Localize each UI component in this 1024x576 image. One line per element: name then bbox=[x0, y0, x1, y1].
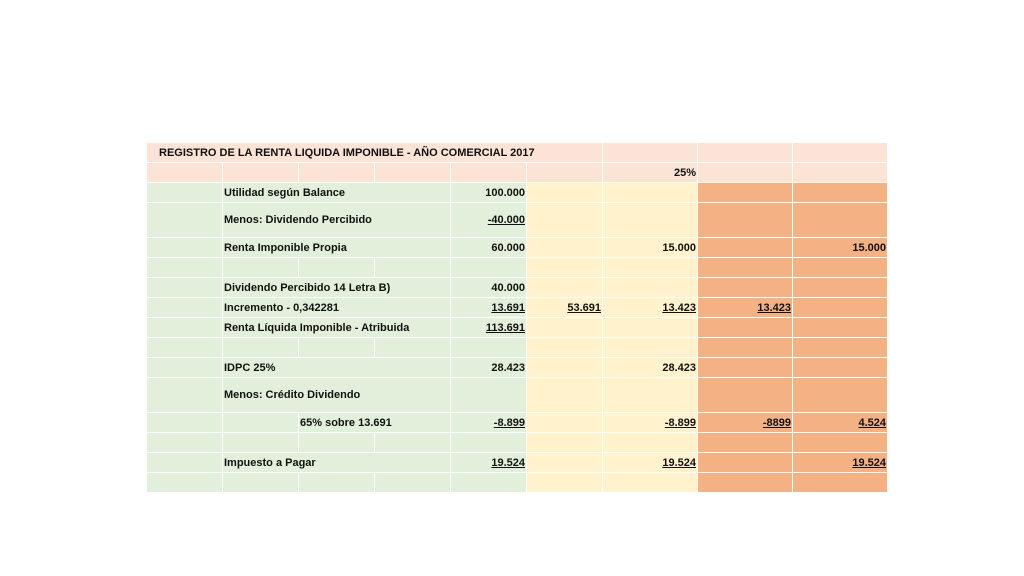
cell[interactable] bbox=[527, 183, 603, 203]
last-value[interactable]: 15.000 bbox=[793, 238, 888, 258]
cell[interactable] bbox=[375, 473, 451, 493]
cell[interactable] bbox=[375, 258, 451, 278]
cell[interactable] bbox=[375, 163, 451, 183]
cell[interactable] bbox=[698, 473, 793, 493]
row-value[interactable]: -40.000 bbox=[451, 203, 527, 238]
cell[interactable] bbox=[527, 473, 603, 493]
table-title[interactable]: REGISTRO DE LA RENTA LIQUIDA IMPONIBLE - AÑO COMERCIAL 2017 bbox=[147, 143, 603, 163]
row-value[interactable]: 19.524 bbox=[451, 453, 527, 473]
row-label[interactable]: Renta Líquida Imponible - Atribuida bbox=[223, 318, 451, 338]
table-row bbox=[147, 238, 888, 258]
title-row bbox=[147, 143, 888, 163]
cell[interactable] bbox=[451, 473, 527, 493]
cell[interactable] bbox=[698, 258, 793, 278]
row-label[interactable]: IDPC 25% bbox=[223, 358, 451, 378]
cell[interactable] bbox=[375, 433, 451, 453]
cell[interactable] bbox=[603, 473, 698, 493]
cell[interactable] bbox=[147, 298, 223, 318]
cell[interactable] bbox=[603, 338, 698, 358]
cell[interactable] bbox=[147, 413, 223, 433]
cell[interactable] bbox=[698, 358, 793, 378]
cell[interactable] bbox=[223, 473, 299, 493]
cell[interactable] bbox=[451, 338, 527, 358]
table-row bbox=[147, 318, 888, 338]
row-value[interactable]: 13.691 bbox=[451, 298, 527, 318]
cell[interactable] bbox=[603, 433, 698, 453]
cell[interactable] bbox=[698, 183, 793, 203]
table-row bbox=[147, 203, 888, 238]
cell[interactable] bbox=[793, 318, 888, 338]
table-row bbox=[147, 358, 888, 378]
cell[interactable] bbox=[603, 203, 698, 238]
cell[interactable] bbox=[223, 413, 299, 433]
col2-value[interactable]: 53.691 bbox=[527, 298, 603, 318]
cell[interactable] bbox=[147, 258, 223, 278]
cell[interactable] bbox=[698, 318, 793, 338]
cell[interactable] bbox=[299, 433, 375, 453]
rate-value[interactable]: 15.000 bbox=[603, 238, 698, 258]
cell[interactable] bbox=[147, 433, 223, 453]
rate-header[interactable]: 25% bbox=[603, 163, 698, 183]
cell[interactable] bbox=[527, 453, 603, 473]
cell[interactable] bbox=[147, 183, 223, 203]
row-label[interactable]: Impuesto a Pagar bbox=[223, 453, 451, 473]
row-label[interactable]: Utilidad según Balance bbox=[223, 183, 451, 203]
rate-value[interactable]: -8.899 bbox=[603, 413, 698, 433]
row-label[interactable]: 65% sobre 13.691 bbox=[299, 413, 451, 433]
cell[interactable] bbox=[527, 203, 603, 238]
rate-value[interactable]: 13.423 bbox=[603, 298, 698, 318]
cell[interactable] bbox=[793, 338, 888, 358]
rate-value[interactable]: 28.423 bbox=[603, 358, 698, 378]
cell[interactable] bbox=[147, 453, 223, 473]
rli-register-table bbox=[146, 142, 888, 493]
cell[interactable] bbox=[698, 278, 793, 298]
cell[interactable] bbox=[147, 358, 223, 378]
cell[interactable] bbox=[793, 258, 888, 278]
cell[interactable] bbox=[793, 183, 888, 203]
cell[interactable] bbox=[527, 413, 603, 433]
cell[interactable] bbox=[698, 338, 793, 358]
cell[interactable] bbox=[451, 258, 527, 278]
cell[interactable] bbox=[698, 163, 793, 183]
cell[interactable] bbox=[147, 378, 223, 413]
cell[interactable] bbox=[451, 378, 527, 413]
cell[interactable] bbox=[603, 258, 698, 278]
row-label[interactable]: Incremento - 0,342281 bbox=[223, 298, 451, 318]
table-row bbox=[147, 338, 888, 358]
cell[interactable] bbox=[147, 163, 223, 183]
cell[interactable] bbox=[603, 143, 698, 163]
cell[interactable] bbox=[793, 358, 888, 378]
table-row bbox=[147, 413, 888, 433]
table-row bbox=[147, 278, 888, 298]
cell[interactable] bbox=[451, 163, 527, 183]
col4-value[interactable]: 13.423 bbox=[698, 298, 793, 318]
cell[interactable] bbox=[603, 183, 698, 203]
row-label[interactable]: Renta Imponible Propia bbox=[223, 238, 451, 258]
cell[interactable] bbox=[793, 203, 888, 238]
cell[interactable] bbox=[698, 378, 793, 413]
cell[interactable] bbox=[223, 258, 299, 278]
cell[interactable] bbox=[793, 143, 888, 163]
cell[interactable] bbox=[793, 378, 888, 413]
cell[interactable] bbox=[793, 298, 888, 318]
cell[interactable] bbox=[299, 473, 375, 493]
cell[interactable] bbox=[793, 433, 888, 453]
table-row bbox=[147, 298, 888, 318]
cell[interactable] bbox=[527, 258, 603, 278]
cell[interactable] bbox=[603, 278, 698, 298]
cell[interactable] bbox=[527, 163, 603, 183]
cell[interactable] bbox=[603, 378, 698, 413]
row-label[interactable]: Menos: Dividendo Percibido bbox=[223, 203, 451, 238]
cell[interactable] bbox=[451, 433, 527, 453]
cell[interactable] bbox=[527, 378, 603, 413]
row-label[interactable]: Menos: Crédito Dividendo bbox=[223, 378, 451, 413]
row-value[interactable]: 60.000 bbox=[451, 238, 527, 258]
table-row bbox=[147, 453, 888, 473]
cell[interactable] bbox=[698, 453, 793, 473]
cell[interactable] bbox=[147, 318, 223, 338]
cell[interactable] bbox=[527, 358, 603, 378]
row-label[interactable]: Dividendo Percibido 14 Letra B) bbox=[223, 278, 451, 298]
rate-header-row bbox=[147, 163, 888, 183]
cell[interactable] bbox=[147, 203, 223, 238]
cell[interactable] bbox=[698, 433, 793, 453]
cell[interactable] bbox=[527, 278, 603, 298]
last-value[interactable]: 4.524 bbox=[793, 413, 888, 433]
col4-value[interactable]: -8899 bbox=[698, 413, 793, 433]
cell[interactable] bbox=[147, 278, 223, 298]
row-value[interactable]: 100.000 bbox=[451, 183, 527, 203]
row-value[interactable]: 40.000 bbox=[451, 278, 527, 298]
cell[interactable] bbox=[299, 338, 375, 358]
table-row bbox=[147, 378, 888, 413]
cell[interactable] bbox=[793, 473, 888, 493]
cell[interactable] bbox=[698, 203, 793, 238]
row-value[interactable]: 113.691 bbox=[451, 318, 527, 338]
cell[interactable] bbox=[603, 318, 698, 338]
cell[interactable] bbox=[147, 238, 223, 258]
cell[interactable] bbox=[527, 433, 603, 453]
table-row bbox=[147, 433, 888, 453]
cell[interactable] bbox=[375, 338, 451, 358]
row-value[interactable]: 28.423 bbox=[451, 358, 527, 378]
cell[interactable] bbox=[698, 143, 793, 163]
cell[interactable] bbox=[299, 163, 375, 183]
cell[interactable] bbox=[147, 338, 223, 358]
table-row bbox=[147, 473, 888, 493]
cell[interactable] bbox=[223, 163, 299, 183]
cell[interactable] bbox=[527, 338, 603, 358]
table-row bbox=[147, 183, 888, 203]
table-row bbox=[147, 258, 888, 278]
cell[interactable] bbox=[698, 238, 793, 258]
row-value[interactable]: -8.899 bbox=[451, 413, 527, 433]
cell[interactable] bbox=[793, 278, 888, 298]
cell[interactable] bbox=[527, 318, 603, 338]
cell[interactable] bbox=[299, 258, 375, 278]
cell[interactable] bbox=[223, 433, 299, 453]
cell[interactable] bbox=[527, 238, 603, 258]
cell[interactable] bbox=[223, 338, 299, 358]
cell[interactable] bbox=[147, 473, 223, 493]
rate-value[interactable]: 19.524 bbox=[603, 453, 698, 473]
cell[interactable] bbox=[793, 163, 888, 183]
last-value[interactable]: 19.524 bbox=[793, 453, 888, 473]
